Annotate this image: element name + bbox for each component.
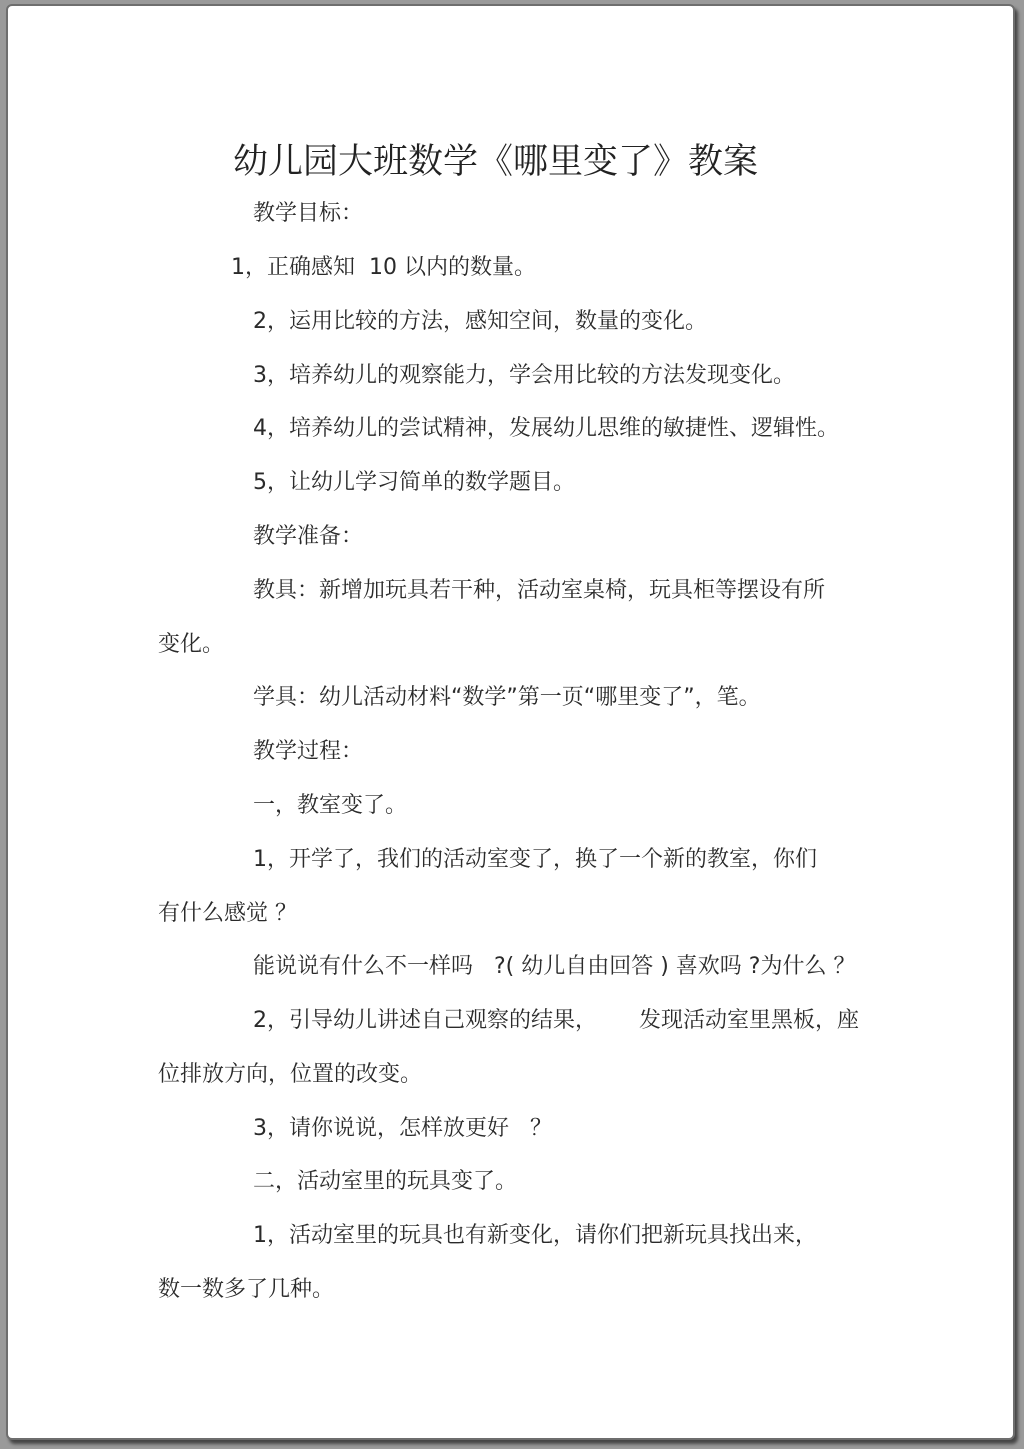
section-heading-preparation: 教学准备： [253, 524, 364, 549]
paragraph-continuation: 有什么感觉 ？ [158, 901, 297, 926]
paragraph: 1，正确感知 10 以内的数量。 [231, 255, 536, 280]
paragraph: 1，活动室里的玩具也有新变化，请你们把新玩具找出来， [253, 1223, 817, 1248]
paragraph-continuation: 数一数多了几种。 [158, 1277, 335, 1302]
document-page [6, 4, 1015, 1440]
paragraph: 教具：新增加玩具若干种，活动室桌椅，玩具柜等摆设有所 [253, 578, 826, 603]
paragraph: 2，运用比较的方法，感知空间，数量的变化。 [253, 309, 707, 334]
section-heading-goals: 教学目标： [253, 201, 364, 226]
paragraph: 2，引导幼儿讲述自己观察的结果， 发现活动室里黑板，座 [253, 1008, 859, 1033]
paragraph: 学具：幼儿活动材料“数学”第一页“哪里变了”，笔。 [253, 685, 761, 710]
paragraph: 5，让幼儿学习简单的数学题目。 [253, 470, 575, 495]
paragraph: 3，请你说说，怎样放更好 ？ [253, 1116, 552, 1141]
section-heading-process: 教学过程： [253, 739, 364, 764]
document-title: 幼儿园大班数学《哪里变了》教案 [233, 142, 759, 182]
paragraph: 二，活动室里的玩具变了。 [253, 1169, 518, 1194]
paragraph-continuation: 位排放方向，位置的改变。 [158, 1062, 423, 1087]
paragraph: 一，教室变了。 [253, 793, 408, 818]
paragraph: 能说说有什么不一样吗 ?( 幼儿自由回答 ) 喜欢吗 ?为什么 ？ [253, 954, 856, 979]
paragraph-continuation: 变化。 [158, 632, 225, 657]
paragraph: 3，培养幼儿的观察能力，学会用比较的方法发现变化。 [253, 363, 795, 388]
paragraph: 1，开学了，我们的活动室变了，换了一个新的教室，你们 [253, 847, 817, 872]
paragraph: 4，培养幼儿的尝试精神，发展幼儿思维的敏捷性、逻辑性。 [253, 416, 839, 441]
